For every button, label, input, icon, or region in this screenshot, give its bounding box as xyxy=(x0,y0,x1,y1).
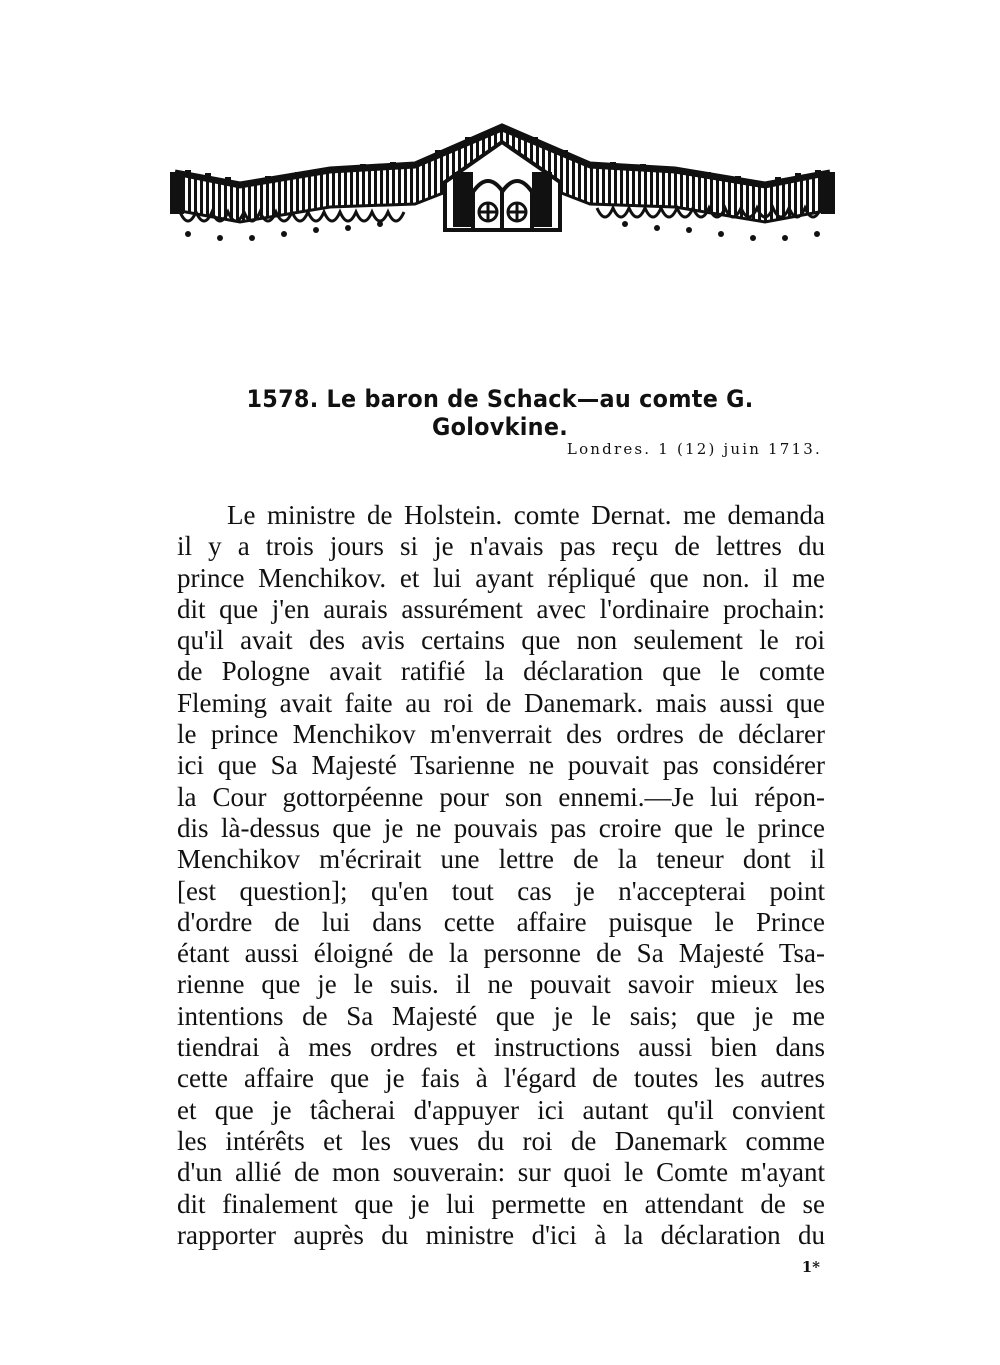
text-line: Fleming avait faite au roi de Danemark. mais aussi que xyxy=(177,687,825,718)
dateline: Londres. 1 (12) juin 1713. xyxy=(566,440,822,458)
signature-mark: 1* xyxy=(801,1258,820,1276)
text-line: dis là-dessus que je ne pouvais pas croire que le prince xyxy=(177,812,825,843)
letter-body xyxy=(177,500,825,1251)
text-line: cette affaire que je fais à l'égard de toutes les autres xyxy=(177,1063,825,1094)
text-line: étant aussi éloigné de la personne de Sa Majesté Tsa- xyxy=(177,938,825,969)
text-line: Menchikov m'écrirait une lettre de la teneur dont il xyxy=(177,844,825,875)
text-line: intentions de Sa Majesté que je le sais; que je me xyxy=(177,1000,825,1031)
text-line: Le ministre de Holstein. comte Dernat. me demanda xyxy=(227,500,825,530)
text-line: il y a trois jours si je n'avais pas reçu de lettres du xyxy=(177,531,825,562)
text-line: qu'il avait des avis certains que non seulement le roi xyxy=(177,625,825,656)
text-line: ici que Sa Majesté Tsarienne ne pouvait pas considérer xyxy=(177,750,825,781)
text-line: de Pologne avait ratifié la déclaration que le comte xyxy=(177,656,825,687)
text-line: et que je tâcherai d'appuyer ici autant qu'il convient xyxy=(177,1094,825,1125)
text-line: d'un allié de mon souverain: sur quoi le Comte m'ayant xyxy=(177,1157,825,1188)
text-line: rienne que je le suis. il ne pouvait savoir mieux les xyxy=(177,969,825,1000)
decorative-headpiece-ornament xyxy=(170,112,835,262)
text-line: prince Menchikov. et lui ayant répliqué que non. il me xyxy=(177,562,825,593)
text-line: rapporter auprès du ministre d'ici à la déclaration du xyxy=(177,1219,825,1250)
text-line: [est question]; qu'en tout cas je n'accepterai point xyxy=(177,875,825,906)
text-line: dit finalement que je lui permette en attendant de se xyxy=(177,1188,825,1219)
text-line: le prince Menchikov m'enverrait des ordres de déclarer xyxy=(177,719,825,750)
text-line: d'ordre de lui dans cette affaire puisque le Prince xyxy=(177,906,825,937)
text-line: la Cour gottorpéenne pour son ennemi.—Je lui répon- xyxy=(177,781,825,812)
letter-heading: 1578. Le baron de Schack—au comte G. Golovkine. xyxy=(246,385,754,441)
text-line: tiendrai à mes ordres et instructions aussi bien dans xyxy=(177,1032,825,1063)
text-line: dit que j'en aurais assurément avec l'ordinaire prochain: xyxy=(177,593,825,624)
text-line: les intérêts et les vues du roi de Danemark comme xyxy=(177,1125,825,1156)
